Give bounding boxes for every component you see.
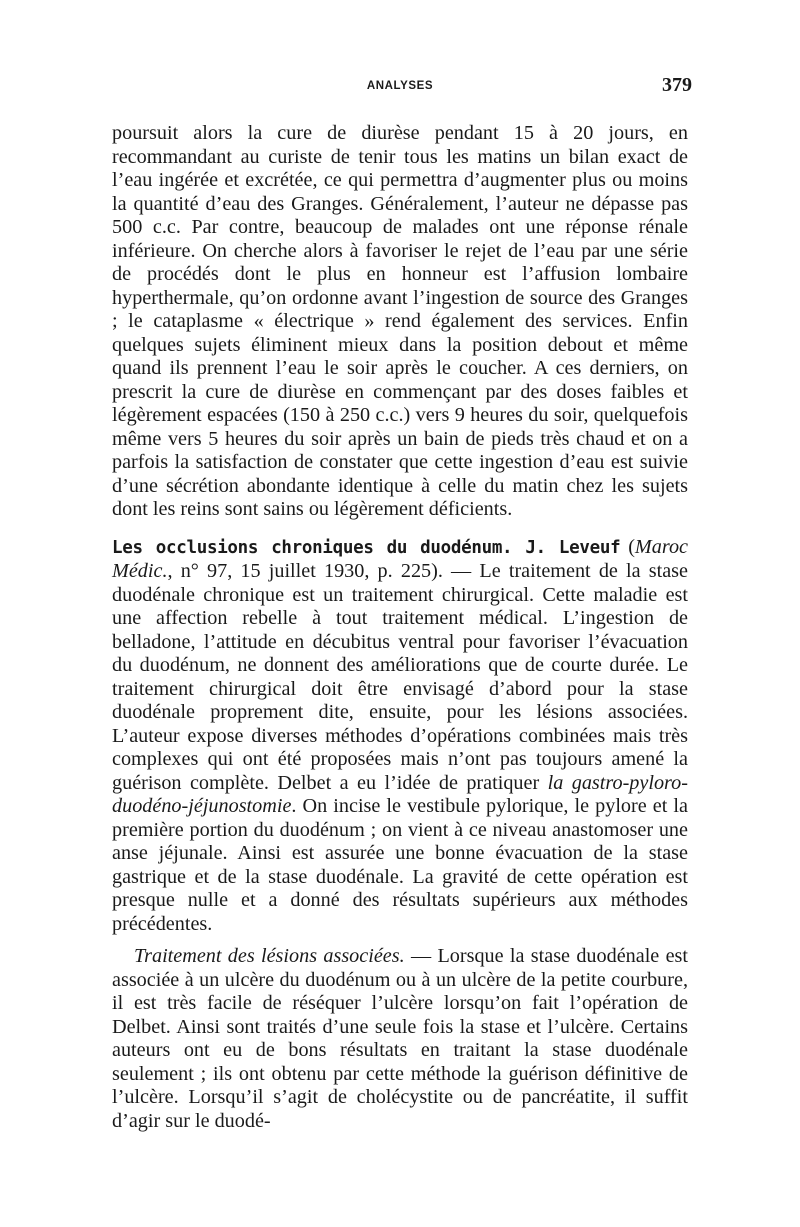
source-details: , n° 97, 15 juillet 1930, p. 225). — — [167, 560, 480, 582]
paragraph-occlusions — [112, 536, 688, 937]
source-open: ( — [620, 535, 635, 558]
running-header — [112, 72, 692, 102]
procedure-name: la gastro-pyloro-duodéno-jéjunostomie — [112, 771, 688, 817]
journal-name: Maroc Médic. — [112, 535, 688, 582]
section-lead: Traitement des lésions associées. — [134, 945, 405, 967]
article-heading: Les occlusions chroniques du duodénum. J. Leveuf — [112, 537, 621, 558]
paragraph-text: — Lorsque la stase duodénale est associée à un ulcère du duodénum ou à un ulcère de la petite courbure, il est très facile de réséquer l’ulcère lorsqu’on fait l’opération de Delbet. Ainsi sont traités d’une seule fois la stase et l’ulcère. Certains auteurs ont eu de bons résultats en traitant la stase duodénale seulement ; ils ont obtenu par cette méthode la guérison définitive de l’ulcère. Lorsqu’il s’agit de cholécystite ou de pancréatite, il suffit d’agir sur le duodé- — [112, 945, 688, 1132]
paragraph-lesions-associees — [112, 945, 688, 1133]
running-title: ANALYSES — [366, 80, 434, 92]
paragraph-diurese — [112, 122, 688, 522]
paragraph-text: Le traitement de la stase duodénale chronique est un traitement chirurgical. Cette maladie est une affection rebelle à tout traitement médical. L’ingestion de belladone, l’attitude en décubitus ventral pour favoriser l’évacuation du duodénum, ne donnent des améliorations que de courte durée. Le traitement chirurgical doit être envisagé d’abord pour la stase duodénale proprement dite, ensuite, pour les lésions associées. L’auteur expose diverses méthodes d’opérations combinées mais très complexes qui ont été proposées mais n’ont pas toujours amené la guérison complète. Delbet a eu l’idée de pratiquer — [112, 560, 688, 794]
page-number: 379 — [662, 74, 692, 96]
paragraph-text: poursuit alors la cure de diurèse pendant 15 à 20 jours, en recommandant au curiste de tenir tous les matins un bilan exact de l’eau ingérée et excrétée, ce qui permettra d’augmenter plus ou moins la quantité d’eau des Granges. Généralement, l’auteur ne dépasse pas 500 c.c. Par contre, beaucoup de malades ont une réponse rénale inférieure. On cherche alors à favoriser le rejet de l’eau par une série de procédés dont le plus en honneur est l’affusion lombaire hyperthermale, qu’on ordonne avant l’ingestion de source des Granges ; le cataplasme « électrique » rend également des services. Enfin quelques sujets éliminent mieux dans la position debout et même quand ils prennent l’eau le soir après le coucher. A ces derniers, on prescrit la cure de diurèse en commençant par des doses faibles et légèrement espacées (150 à 250 c.c.) vers 9 heures du soir, quelquefois même vers 5 heures du soir après un bain de pieds très chaud et on a parfois la satisfaction de constater que cette ingestion d’eau est suivie d’une sécrétion abondante identique à celle du matin chez les sujets dont les reins sont sains ou légèrement déficients. — [112, 122, 688, 520]
paragraph-text-continued: . On incise le vestibule pylorique, le pylore et la première portion du duodénum ; on vient à ce niveau anastomoser une anse jéjunale. Ainsi est assurée une bonne évacuation de la stase gastrique et de la stase duodénale. La gravité de cette opération est presque nulle et a donné des résultats supérieurs aux méthodes précédentes. — [112, 795, 688, 935]
document-page — [112, 72, 692, 1133]
